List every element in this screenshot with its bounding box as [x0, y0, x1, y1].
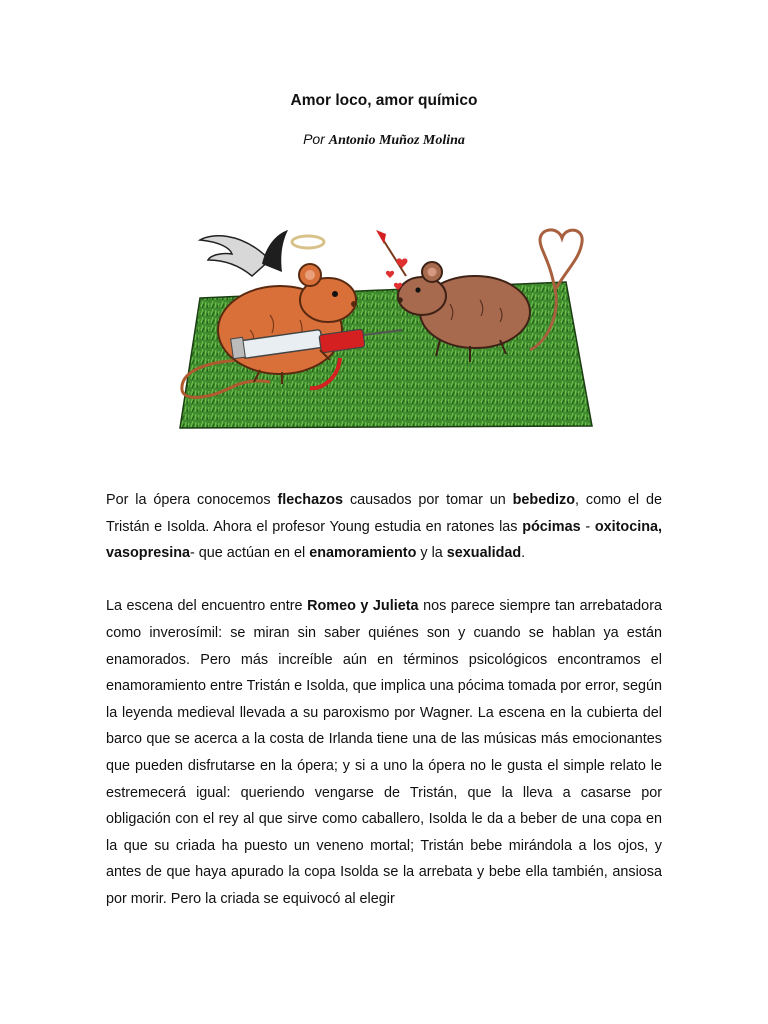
- paragraph-1: [106, 487, 662, 567]
- paragraph-2: [106, 593, 662, 912]
- left-mouse-eye: [332, 291, 338, 297]
- right-mouse-eye: [415, 287, 420, 292]
- heart-1: [397, 258, 408, 268]
- halo: [292, 236, 324, 248]
- bold-term: pócimas: [522, 518, 581, 535]
- byline: [0, 131, 768, 149]
- angel-wing: [200, 236, 270, 276]
- bold-term: sexualidad: [446, 545, 522, 562]
- bold-term: oxitocina, vasopresina: [106, 518, 662, 562]
- left-mouse-nose: [351, 301, 357, 307]
- cupid-arrow: [382, 238, 406, 276]
- text-run: nos parece siempre tan arrebatadora como inverosímil: se miran sin saber quiénes son y cuando se hablan ya están enamorados. Pero más increíble aún en términos psicológicos encontramos el enamoramiento entre Tristán e Isolda, que implica una pócima tomada por error, según la leyenda medieval llevada a su paroxismo por Wagner. La escena en la cubierta del barco que se acerca a la costa de Irlanda tiene una de las músicas más emocionantes que pueden disfrutarse en la ópera; y si a uno la ópera no le gusta el simple relato le estremecerá igual: queriendo vengarse de Tristán, que la lleva a casarse por obligación con el rey al que sirve como caballero, Isolda le da a beber de una copa en la que su criada ha puesto un veneno mortal; Tristán bebe mirándola a los ojos, y antes de que haya apurado la copa Isolda se la arrebata y bebe ella también, ansiosa por morir. Pero la criada se equivocó al elegir: [106, 598, 662, 907]
- text-run: .: [521, 545, 526, 562]
- heart-2: [386, 271, 394, 278]
- text-run: Por la ópera conocemos: [106, 492, 278, 508]
- bold-term: flechazos: [277, 492, 344, 508]
- text-run: causados por tomar un: [343, 492, 513, 508]
- text-run: -: [580, 518, 595, 535]
- bold-term: enamoramiento: [309, 545, 417, 562]
- article-body: [106, 487, 662, 913]
- bold-term: Romeo y Julieta: [307, 598, 419, 615]
- right-mouse-nose: [397, 297, 403, 303]
- bold-term: bebedizo: [512, 492, 575, 508]
- text-run: La escena del encuentro entre: [106, 598, 308, 615]
- text-run: y la: [416, 545, 447, 562]
- text-run: - que actúan en el: [190, 545, 310, 562]
- article-title: Amor loco, amor químico: [290, 92, 478, 109]
- author-name: Antonio Muñoz Molina: [328, 133, 465, 148]
- mice-illustration: [170, 220, 600, 435]
- byline-prefix: Por: [303, 131, 325, 147]
- right-mouse-head: [398, 277, 446, 315]
- text-run: , como el de Tristán e Isolda. Ahora el profesor Young estudia en ratones las: [106, 492, 663, 535]
